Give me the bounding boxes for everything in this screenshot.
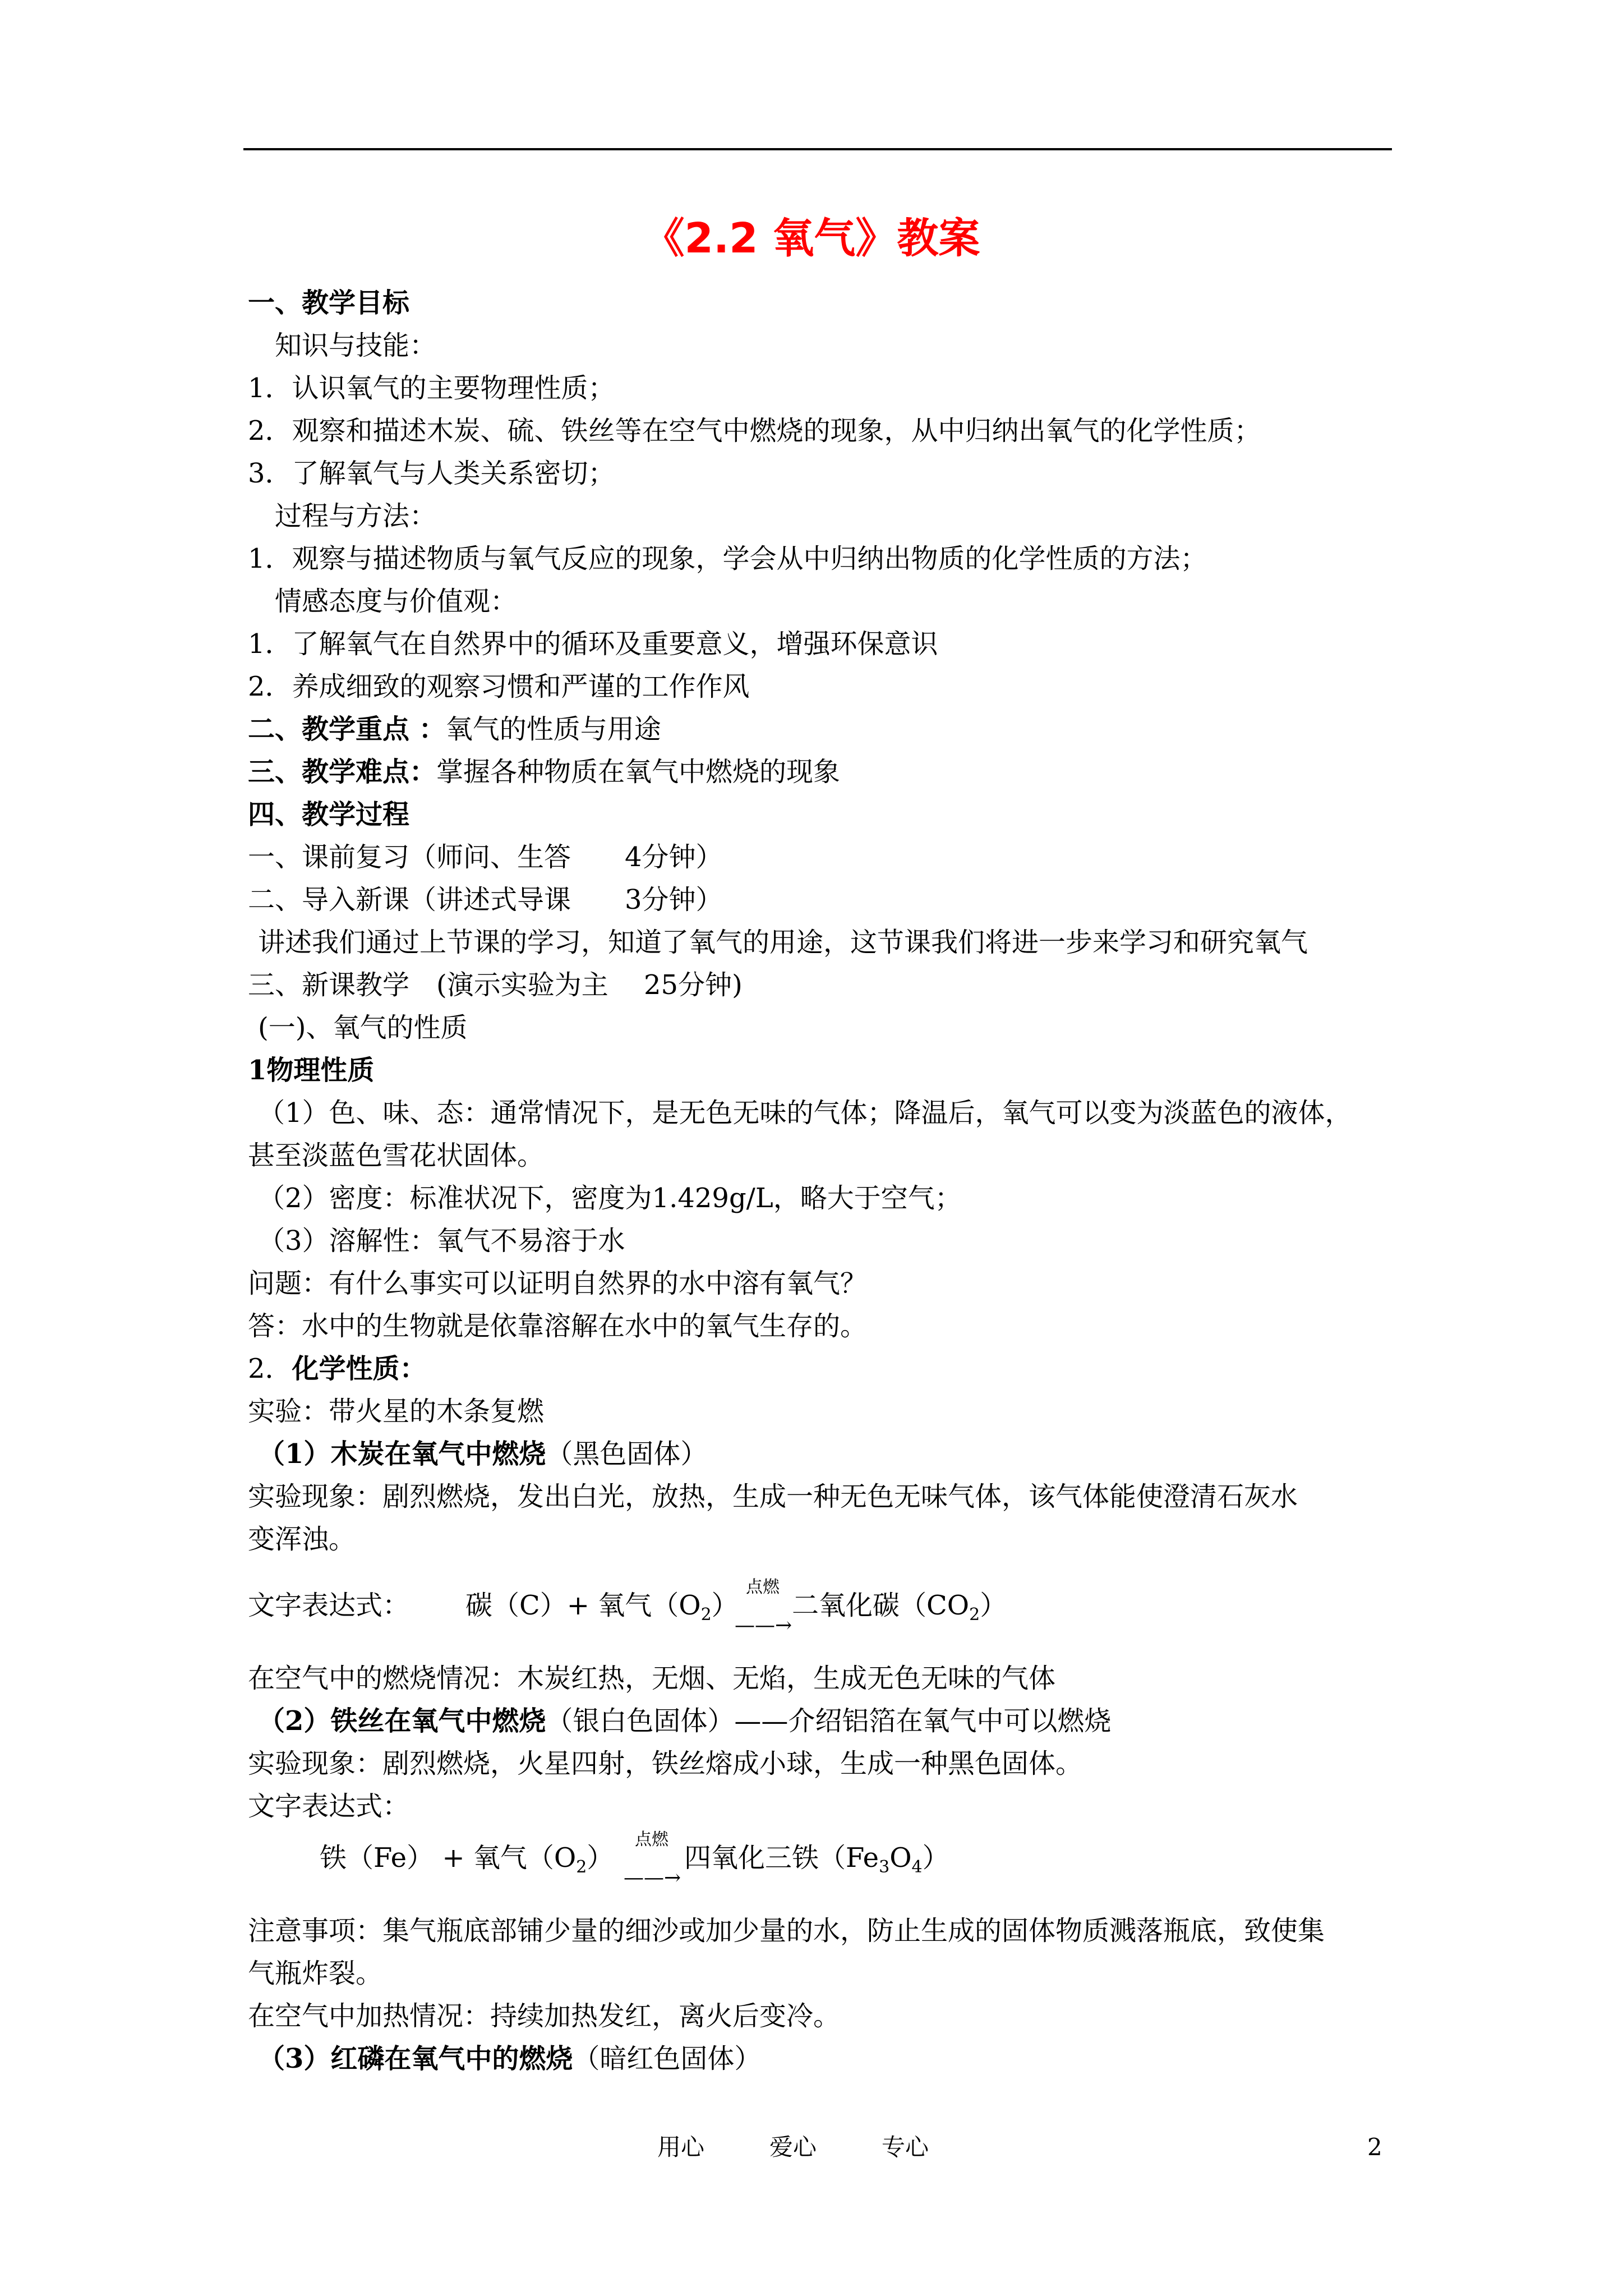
sub-heading: （2）铁丝在氧气中燃烧 [258, 1705, 546, 1737]
sub-heading: 知识与技能： [275, 330, 437, 361]
text-line: (一)、氧气的性质 [258, 1012, 468, 1043]
text-line: 1．认识氧气的主要物理性质； [248, 372, 615, 404]
text-line: 注意事项：集气瓶底部铺少量的细沙或加少量的水，防止生成的固体物质溅落瓶底，致使集 [248, 1915, 1325, 1947]
sub-heading: （1）木炭在氧气中燃烧 [258, 1438, 546, 1470]
text-line [258, 1436, 707, 1472]
text-span: 氧气的性质与用途 [445, 714, 661, 745]
text-line: 实验现象：剧烈燃烧，火星四射，铁丝熔成小球，生成一种黑色固体。 [248, 1748, 1083, 1779]
text-line: 三、新课教学 (演示实验为主 25分钟) [248, 969, 743, 1001]
text-line [248, 711, 661, 747]
text-line: 2．观察和描述木炭、硫、铁丝等在空气中燃烧的现象，从中归纳出氧气的化学性质； [248, 415, 1261, 447]
text-line: 问题：有什么事实可以证明自然界的水中溶有氧气？ [248, 1268, 868, 1299]
text-span: （银白色固体）——介绍铝箔在氧气中可以燃烧 [546, 1705, 1112, 1737]
footer-motto: 用心 [657, 2133, 705, 2161]
section-heading: 一、教学目标 [248, 287, 410, 319]
text-line: 文字表达式： [248, 1791, 410, 1822]
text-span: （暗红色固体） [573, 2043, 762, 2074]
reaction-condition: 点燃 [635, 1830, 668, 1849]
word-equation-iron-left: 铁（Fe） + 氧气$(O_2)$ [320, 1842, 614, 1877]
text-line: 1．了解氧气在自然界中的循环及重要意义，增强环保意识 [248, 628, 938, 660]
sub-heading: 化学性质： [292, 1353, 427, 1384]
word-equation-carbon-right: 二氧化碳$(CO_2)$ [792, 1590, 1007, 1625]
text-span: 2． [248, 1353, 292, 1384]
text-line: 讲述我们通过上节课的学习，知道了氧气的用途，这节课我们将进一步来学习和研究氧气 [258, 927, 1308, 958]
text-line [248, 1351, 427, 1387]
text-line: 在空气中加热情况：持续加热发红，离火后变冷。 [248, 2000, 841, 2032]
text-line: 二、导入新课（讲述式导课 3分钟） [248, 884, 723, 915]
text-line: 实验现象：剧烈燃烧，发出白光，放热，生成一种无色无味气体，该气体能使澄清石灰水 [248, 1481, 1298, 1512]
page-title: 《2.2 氧气》教案 [643, 214, 980, 263]
text-line [258, 1703, 1111, 1739]
footer-motto: 专心 [882, 2133, 929, 2161]
text-line: 气瓶炸裂。 [248, 1958, 383, 1989]
word-equation-iron-right: 四氧化三铁$(Fe_3O_4)$ [684, 1842, 949, 1877]
section-heading: 二、教学重点 ： [248, 714, 446, 745]
text-line: 2．养成细致的观察习惯和严谨的工作作风 [248, 671, 750, 702]
text-span: （黑色固体） [546, 1438, 708, 1470]
sub-heading: 过程与方法： [275, 500, 437, 532]
section-heading: 三、教学难点： [248, 756, 437, 788]
sub-heading: 1物理性质 [248, 1055, 375, 1086]
text-line: 1．观察与描述物质与氧气反应的现象，学会从中归纳出物质的化学性质的方法； [248, 543, 1207, 574]
text-line: 实验：带火星的木条复燃 [248, 1396, 545, 1427]
sub-heading: （3）红磷在氧气中的燃烧 [258, 2043, 573, 2074]
footer-motto: 爱心 [769, 2133, 817, 2161]
text-line [258, 2041, 761, 2077]
text-line: （2）密度：标准状况下，密度为1.429g/L，略大于空气； [258, 1182, 962, 1214]
reaction-condition: 点燃 [746, 1577, 780, 1597]
text-line: （3）溶解性：氧气不易溶于水 [258, 1225, 625, 1257]
word-equation-carbon-left: 碳（C）+ 氧气$(O_2)$ [465, 1590, 739, 1625]
sub-heading: 情感态度与价值观： [275, 586, 518, 617]
text-line: 变浑浊。 [248, 1524, 356, 1555]
text-line: 一、课前复习（师问、生答 4分钟） [248, 841, 723, 873]
text-line: 在空气中的燃烧情况：木炭红热，无烟、无焰，生成无色无味的气体 [248, 1663, 1056, 1694]
reaction-arrow: ——→ [735, 1614, 792, 1637]
text-line: （1）色、味、态：通常情况下，是无色无味的气体；降温后，氧气可以变为淡蓝色的液体， [258, 1097, 1352, 1129]
reaction-arrow: ——→ [624, 1866, 681, 1889]
page-number: 2 [1367, 2133, 1382, 2161]
section-heading: 四、教学过程 [248, 799, 410, 830]
text-line: 甚至淡蓝色雪花状固体。 [248, 1140, 545, 1171]
text-span: 掌握各种物质在氧气中燃烧的现象 [436, 756, 841, 788]
text-line: 文字表达式： [248, 1590, 410, 1621]
text-line: 答：水中的生物就是依靠溶解在水中的氧气生存的。 [248, 1310, 868, 1342]
header-rule [243, 148, 1392, 150]
text-line: 3．了解氧气与人类关系密切； [248, 458, 615, 489]
text-line [248, 754, 840, 790]
